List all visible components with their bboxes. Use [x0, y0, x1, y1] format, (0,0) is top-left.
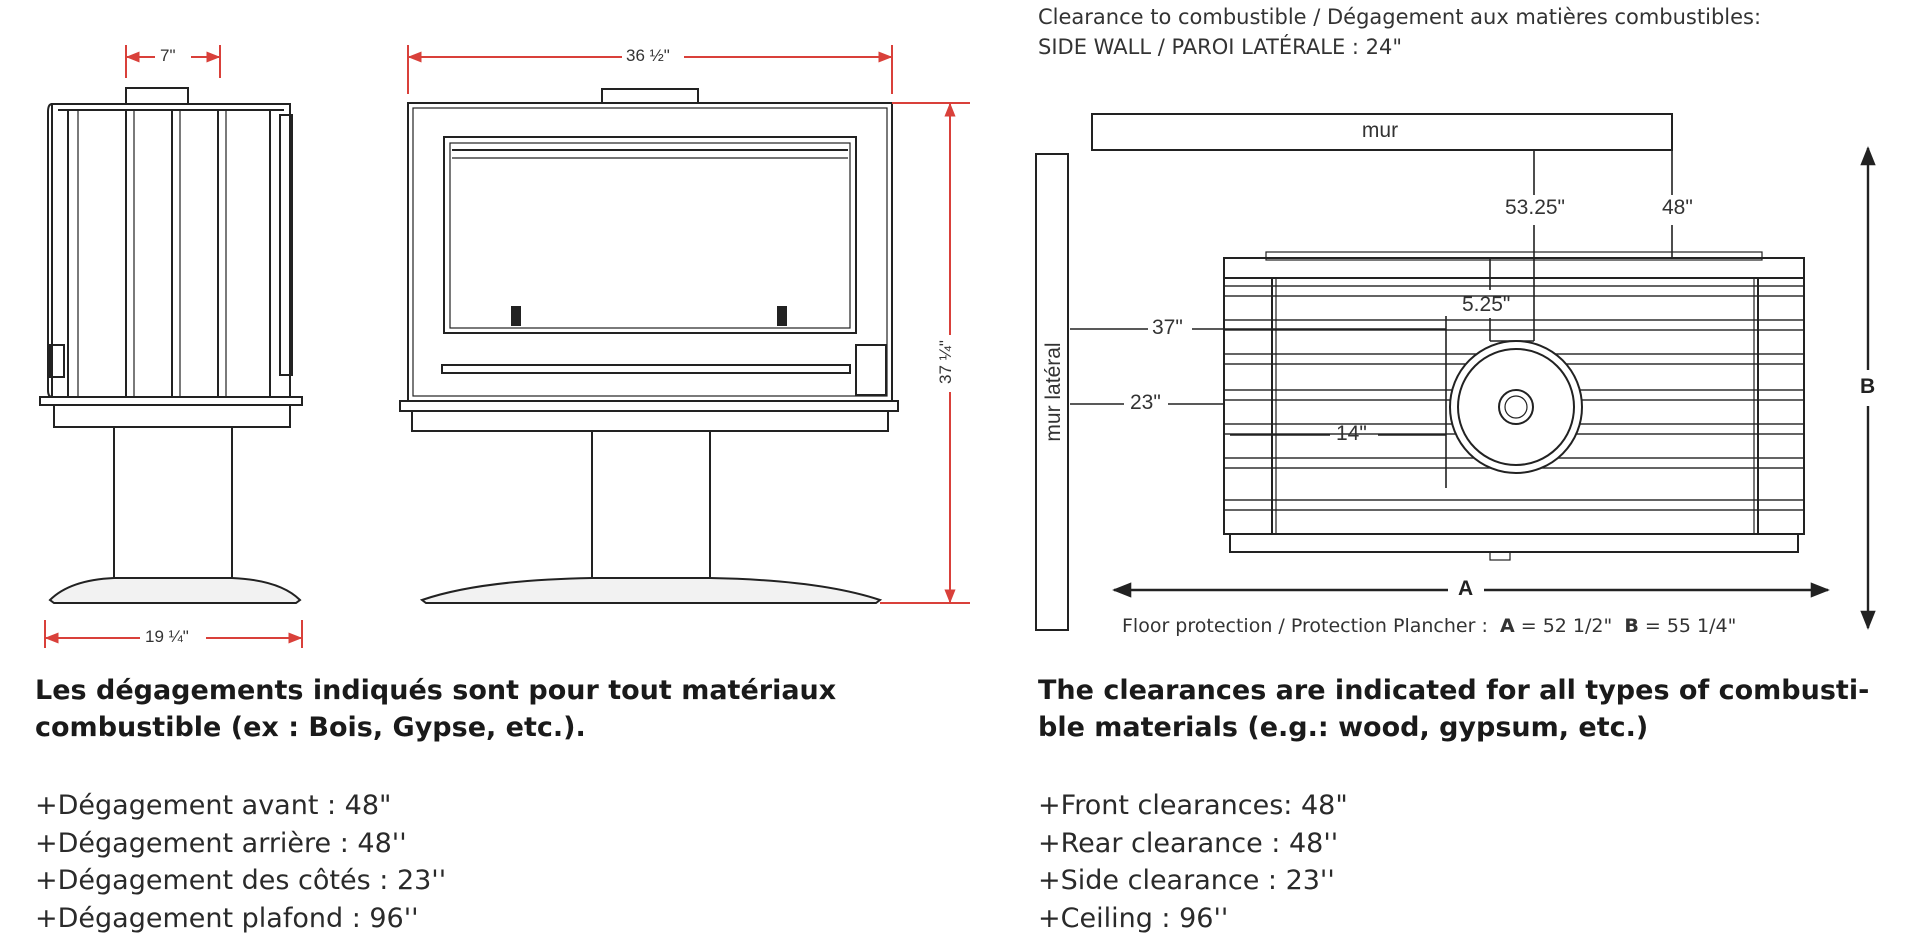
list-item: +Dégagement des côtés : 23''	[35, 865, 447, 896]
list-item: +Rear clearance : 48''	[1038, 827, 1339, 859]
plan-dimension-48: 48"	[1662, 196, 1693, 219]
french-heading	[35, 672, 836, 746]
french-heading-line-2: combustible (ex : Bois, Gypse, etc.).	[35, 712, 586, 743]
english-heading-line-2: ble materials (e.g.: wood, gypsum, etc.)	[1038, 712, 1649, 743]
axis-a-label: A	[1458, 577, 1474, 600]
english-heading	[1038, 672, 1869, 746]
plan-dimension-23: 23"	[1130, 391, 1161, 414]
floor-a-value: = 52 1/2"	[1520, 615, 1613, 637]
list-item: +Dégagement plafond : 96''	[35, 902, 419, 934]
list-item: +Front clearances: 48"	[1038, 790, 1348, 821]
side-view-drawing	[40, 88, 302, 603]
side-wall-label: mur latéral	[1042, 342, 1065, 442]
french-heading-line-1: Les dégagements indiqués sont pour tout matériaux	[35, 675, 837, 706]
floor-b-value: = 55 1/4"	[1644, 615, 1737, 637]
back-wall-label: mur	[1361, 119, 1399, 142]
front-view-dimensions	[408, 45, 970, 603]
english-clearance-list	[1038, 787, 1348, 937]
english-heading-line-1: The clearances are indicated for all types of combusti-	[1038, 675, 1870, 706]
list-item: +Dégagement avant : 48"	[35, 790, 392, 821]
floor-protection-prefix: Floor protection / Protection Plancher :	[1122, 615, 1488, 637]
side-view-base-dimension-label: 19 ¼"	[145, 627, 189, 646]
side-view-dimensions	[45, 45, 302, 648]
plan-caption-line-1: Clearance to combustible / Dégagement aux matières combustibles:	[1038, 5, 1762, 29]
plan-dimension-5-25: 5.25"	[1462, 293, 1511, 316]
floor-b-key: B	[1624, 615, 1639, 637]
plan-view-drawing	[1036, 114, 1804, 630]
side-view-top-dimension-label: 7"	[160, 46, 176, 65]
plan-dimension-37: 37"	[1152, 316, 1183, 339]
french-clearance-list	[35, 787, 446, 937]
plan-caption-line-2: SIDE WALL / PAROI LATÉRALE : 24"	[1038, 35, 1403, 59]
list-item: +Dégagement arrière : 48''	[35, 827, 407, 859]
front-view-drawing	[400, 89, 898, 603]
front-view-width-dimension-label: 36 ½"	[626, 46, 670, 65]
floor-a-key: A	[1499, 615, 1515, 637]
front-view-height-dimension-label: 37 ¼"	[936, 340, 955, 384]
plan-dimension-14: 14"	[1336, 422, 1367, 445]
plan-view-caption	[1038, 2, 1761, 62]
plan-dimension-53-25: 53.25"	[1505, 196, 1566, 219]
floor-protection-line	[1122, 615, 1736, 637]
list-item: +Ceiling : 96''	[1038, 902, 1229, 934]
axis-b-label: B	[1860, 375, 1876, 398]
list-item: +Side clearance : 23''	[1038, 865, 1335, 896]
